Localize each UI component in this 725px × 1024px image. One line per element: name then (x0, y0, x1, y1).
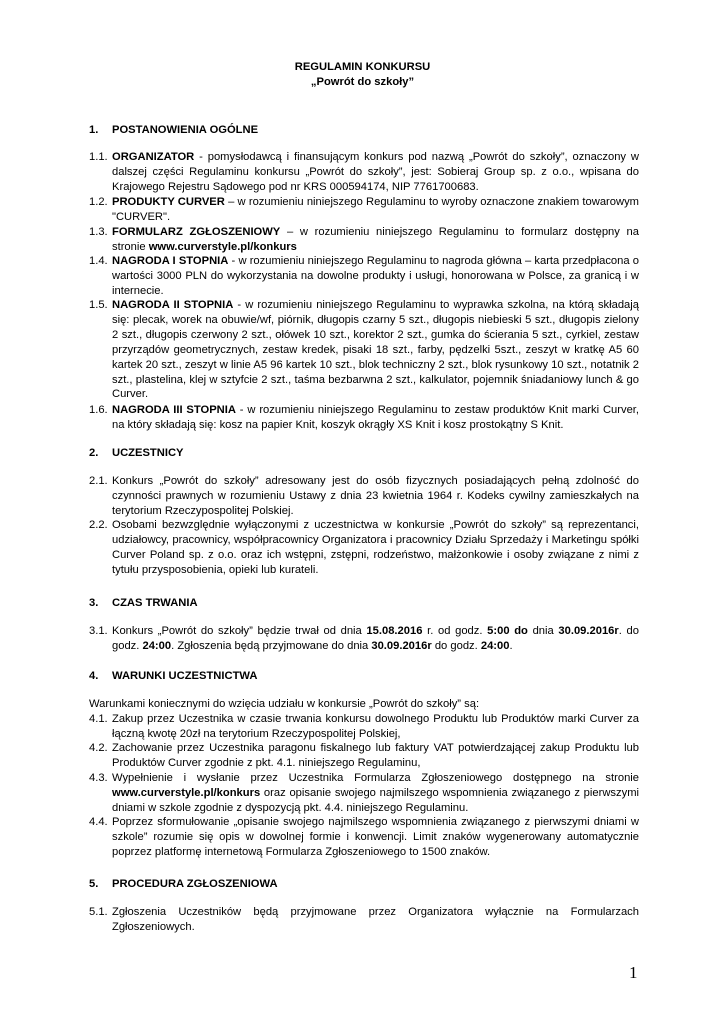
clause-4-1: 4.1. Zakup przez Uczestnika w czasie trwania konkursu dowolnego Produktu lub Produktów marki Curver za łączną kwotę 20zł na terytorium Rzeczypospolitej Polskiej, (89, 713, 639, 740)
clause-1-6: 1.6. NAGRODA III STOPNIA - w rozumieniu niniejszego Regulaminu to zestaw produktów Knit marki Curver, na który składają się: kosz na papier Knit, koszyk okrągły XS Knit i kosz prostokątny S Knit. (89, 404, 640, 431)
section-4-intro: Warunkami koniecznymi do wzięcia udziału w konkursie „Powrót do szkoły” są: (89, 698, 480, 710)
clause-2-1: 2.1. Konkurs „Powrót do szkoły” adresowany jest do osób fizycznych posiadających pełną zdolność do czynności prawnych w rozumieniu Ustawy z dnia 23 kwietnia 1964 r. Kodeks cywilny zamieszkałych na terytorium Rzeczypospolitej Polskiej. (89, 475, 639, 517)
clause-4-3: 4.3. Wypełnienie i wysłanie przez Uczestnika Formularza Zgłoszeniowego dostępnego na stronie www.curverstyle.pl/konkurs oraz opisanie swojego najmilszego wspomnienia związanego z pierwszymi dniami w szkole zgodnie z dyspozycją pkt. 4.4. niniejszego Regulaminu. (89, 772, 639, 814)
document-subtitle: „Powrót do szkoły” (310, 76, 415, 88)
document-page: REGULAMIN KONKURSU „Powrót do szkoły” 1. POSTANOWIENIA OGÓLNE 1.1. ORGANIZATOR - pomysłodawcą i finansującym konkurs pod nazwą „Powrót do szkoły”, oznaczony w dalszej części Regulaminu konkursu „Powrót do szkoły”, jest: Sobieraj Group sp. z o.o., wpisana do Krajowego Rejestru Sądowego pod nr KRS 000594174, NIP 7761700683. 1.2. PRODUKTY CURVER – w rozumieniu niniejszego Regulaminu to wyroby oznaczone znakiem towarowym "CURVER". 1.3. FORMULARZ ZGŁOSZENIOWY – w rozumieniu niniejszego Regulaminu to formularz dostępny na stronie www.curverstyle.pl/konkurs 1.4. NAGRODA I STOPNIA - w rozumieniu niniejszego Regulaminu to nagroda główna – karta przedpłacona o wartości 3000 PLN do wykorzystania na dowolne produkty i usługi, honorowana w Polsce, za granicą i w internecie. 1.5. NAGRODA II STOPNIA - w rozumieniu niniejszego Regulaminu to wyprawka szkolna, na którą składają się: plecak, worek na obuwie/wf, piórnik, długopis czarny 5 szt., długopis niebieski 5 szt., długopis zielony 2 szt., długopis czerwony 2 szt., ołówek 10 szt., korektor 2 szt., gumka do ścierania 5 szt., cyrkiel, zestaw przyrządów geometrycznych, zestaw kredek, pisaki 18 szt., farby, pędzelki 5szt., zeszyt w kratkę A5 60 kartek 20 szt., zeszyt w linie A5 96 kartek 10 szt., blok techniczny 2 szt., blok rysunkowy 10 szt., notatnik 2 szt., plastelina, klej w sztyfcie 2 szt., taśma bezbarwna 2 szt., kalkulator, pojemnik śniadaniowy lunch & go Curver. 1.6. NAGRODA III STOPNIA - w rozumieniu niniejszego Regulaminu to zestaw produktów Knit marki Curver, na który składają się: kosz na papier Knit, koszyk okrągły XS Knit i kosz prostokątny S Knit. 2. UCZESTNICY 2.1. Konkurs „Powrót do szkoły” adresowany jest do osób fizycznych posiadających pełną zdolność do czynności prawnych w rozumieniu Ustawy z dnia 23 kwietnia 1964 r. Kodeks cywilny zamieszkałych na terytorium Rzeczypospolitej Polskiej. 2.2. Osobami bezwzględnie wyłączonymi z uczestnictwa w konkursie „Powrót do szkoły” są reprezentanci, udziałowcy, pracownicy, współpracownicy Organizatora i pracownicy Działu Sprzedaży i Marketingu spółki Curver Poland sp. z o.o. oraz ich wstępni, zstępni, rodzeństwo, małżonkowie i osoby związane z nimi z tytułu przysposobienia, opieki lub kurateli. 3. CZAS TRWANIA 3.1. Konkurs „Powrót do szkoły” będzie trwał od dnia 15.08.2016 r. od godz. 5:00 do dnia 30.09.2016r. do godz. 24:00. Zgłoszenia będą przyjmowane do dnia 30.09.2016r do godz. 24:00. 4. WARUNKI UCZESTNICTWA Warunkami koniecznymi do wzięcia udziału w konkursie „Powrót do szkoły” są: 4.1. Zakup przez Uczestnika w czasie trwania konkursu dowolnego Produktu lub Produktów marki Curver za łączną kwotę 20zł na terytorium Rzeczypospolitej Polskiej, 4.2. Zachowanie przez Uczestnika paragonu fiskalnego lub faktury VAT potwierdzającej zakup Produktu lub Produktów Curver zgodnie z pkt. 4.1. niniejszego Regulaminu, 4.3. Wypełnienie i wysłanie przez Uczestnika Formularza Zgłoszeniowego dostępnego na stronie www.curverstyle.pl/konkurs oraz opisanie swojego najmilszego wspomnienia związanego z pierwszymi dniami w szkole zgodnie z dyspozycją pkt. 4.4. niniejszego Regulaminu. 4.4. Poprzez sformułowanie „opisanie swojego najmilszego wspomnienia związanego z pierwszymi dniami w szkole” rozumie się opis w dowolnej formie i konwencji. Limit znaków wygenerowany automatycznie poprzez platformę internetową Formularza Zgłoszeniowego to 1500 znaków. 5. PROCEDURA ZGŁOSZENIOWA 5.1. Zgłoszenia Uczestników będą przyjmowane przez Organizatora wyłącznie na Formularzach Zgłoszeniowych. 1 (0, 0, 725, 1024)
clause-4-4: 4.4. Poprzez sformułowanie „opisanie swojego najmilszego wspomnienia związanego z pierwszymi dniami w szkole” rozumie się opis w dowolnej formie i konwencji. Limit znaków wygenerowany automatycznie poprzez platformę internetową Formularza Zgłoszeniowego to 1500 znaków. (89, 816, 639, 858)
page-number: 1 (629, 963, 638, 982)
form-link-2[interactable]: www.curverstyle.pl/konkurs (112, 786, 261, 799)
clause-1-1: 1.1. ORGANIZATOR - pomysłodawcą i finansującym konkurs pod nazwą „Powrót do szkoły”, oznaczony w dalszej części Regulaminu konkursu „Powrót do szkoły”, jest: Sobieraj Group sp. z o.o., wpisana do Krajowego Rejestru Sądowego pod nr KRS 000594174, NIP 7761700683. (89, 151, 639, 193)
clause-1-3: 1.3. FORMULARZ ZGŁOSZENIOWY – w rozumieniu niniejszego Regulaminu to formularz dostępny na stronie www.curverstyle.pl/konkurs (89, 226, 639, 253)
clause-1-2: 1.2. PRODUKTY CURVER – w rozumieniu niniejszego Regulaminu to wyroby oznaczone znakiem towarowym "CURVER". (89, 196, 639, 223)
document-title: REGULAMIN KONKURSU (294, 61, 431, 73)
form-link[interactable]: www.curverstyle.pl/konkurs (148, 240, 297, 253)
clause-2-2: 2.2. Osobami bezwzględnie wyłączonymi z uczestnictwa w konkursie „Powrót do szkoły” są reprezentanci, udziałowcy, pracownicy, współpracownicy Organizatora i pracownicy Działu Sprzedaży i Marketingu spółki Curver Poland sp. z o.o. oraz ich wstępni, zstępni, rodzeństwo, małżonkowie i osoby związane z nimi z tytułu przysposobienia, opieki lub kurateli. (89, 519, 639, 576)
clause-4-2: 4.2. Zachowanie przez Uczestnika paragonu fiskalnego lub faktury VAT potwierdzającej zakup Produktu lub Produktów Curver zgodnie z pkt. 4.1. niniejszego Regulaminu, (89, 742, 639, 769)
clause-5-1: 5.1. Zgłoszenia Uczestników będą przyjmowane przez Organizatora wyłącznie na Formularzach Zgłoszeniowych. (89, 906, 639, 933)
clause-3-1: 3.1. Konkurs „Powrót do szkoły” będzie trwał od dnia 15.08.2016 r. od godz. 5:00 do dnia 30.09.2016r. do godz. 24:00. Zgłoszenia będą przyjmowane do dnia 30.09.2016r do godz. 24:00. (89, 625, 639, 652)
clause-1-4: 1.4. NAGRODA I STOPNIA - w rozumieniu niniejszego Regulaminu to nagroda główna – karta przedpłacona o wartości 3000 PLN do wykorzystania na dowolne produkty i usługi, honorowana w Polsce, za granicą i w internecie. (89, 255, 639, 297)
clause-1-5: 1.5. NAGRODA II STOPNIA - w rozumieniu niniejszego Regulaminu to wyprawka szkolna, na którą składają się: plecak, worek na obuwie/wf, piórnik, długopis czarny 5 szt., długopis niebieski 5 szt., długopis zielony 2 szt., długopis czerwony 2 szt., ołówek 10 szt., korektor 2 szt., gumka do ścierania 5 szt., cyrkiel, zestaw przyrządów geometrycznych, zestaw kredek, pisaki 18 szt., farby, pędzelki 5szt., zeszyt w kratkę A5 60 kartek 20 szt., zeszyt w linie A5 96 kartek 10 szt., blok techniczny 2 szt., blok rysunkowy 10 szt., notatnik 2 szt., plastelina, klej w sztyfcie 2 szt., taśma bezbarwna 2 szt., kalkulator, pojemnik śniadaniowy lunch & go Curver. (89, 299, 639, 401)
